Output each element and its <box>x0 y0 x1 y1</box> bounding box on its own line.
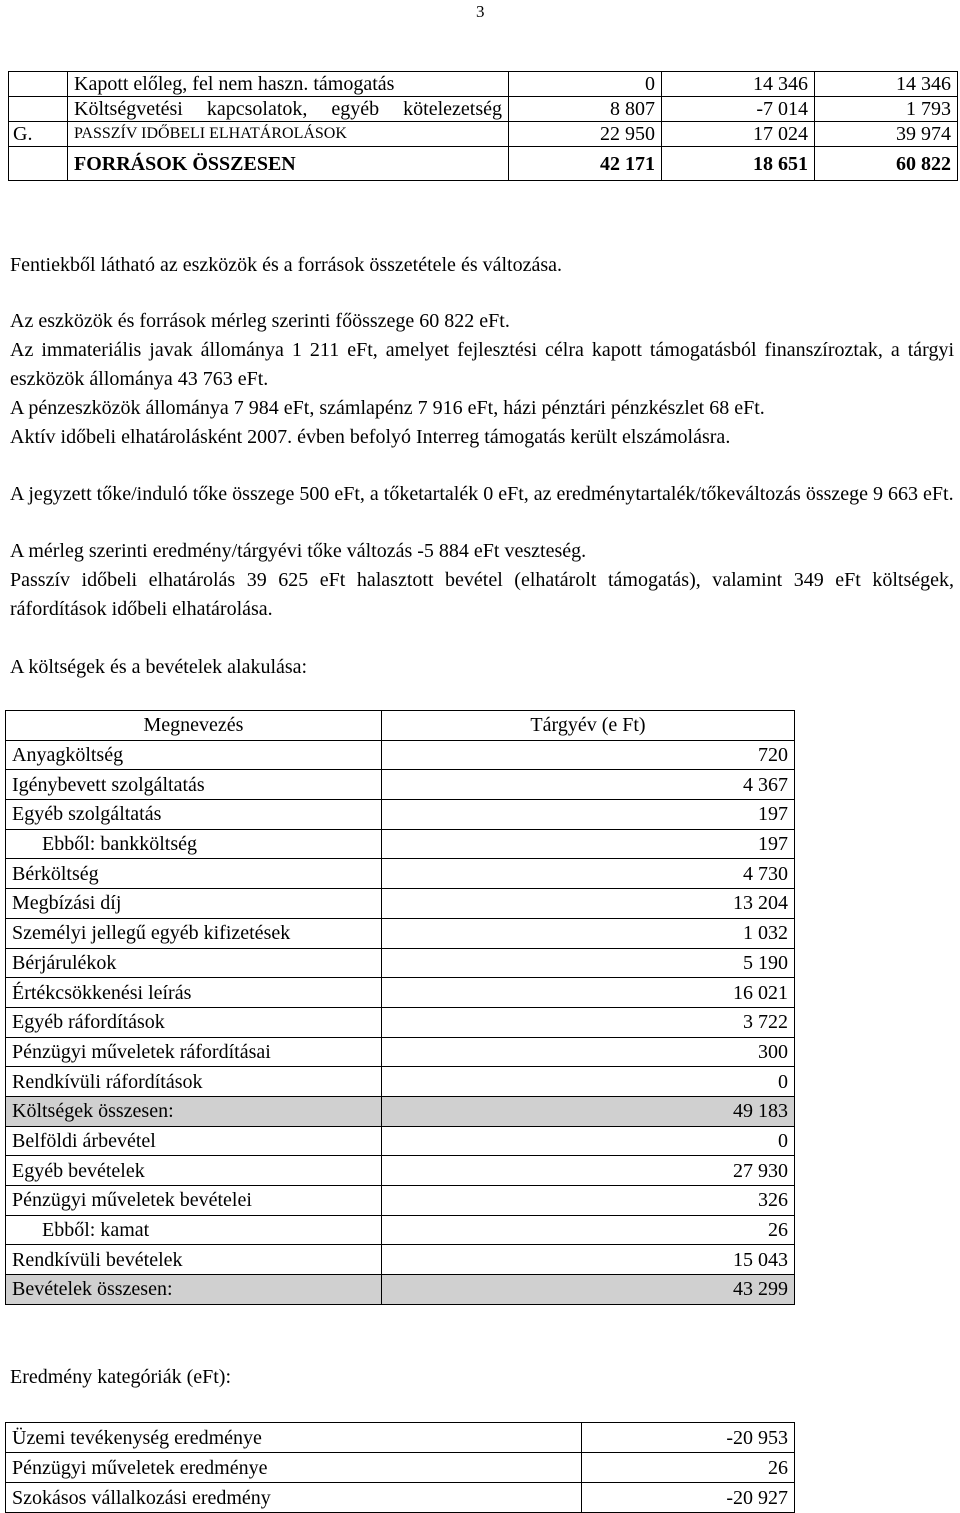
table-row: Egyéb ráfordítások 3 722 <box>6 1007 795 1037</box>
balance-label: FORRÁSOK ÖSSZESEN <box>68 147 509 181</box>
table-row: Egyéb bevételek 27 930 <box>6 1156 795 1186</box>
paragraph: Aktív időbeli elhatárolásként 2007. évben befolyó Interreg támogatás került elszámolásra. <box>10 426 731 448</box>
page-number: 3 <box>476 2 485 21</box>
table-row: Személyi jellegű egyéb kifizetések 1 032 <box>6 918 795 948</box>
result-table <box>5 1422 795 1513</box>
table-row: Költségvetési kapcsolatok, egyéb kötelezetség 8 807 -7 014 1 793 <box>9 97 958 122</box>
table-row: Rendkívüli ráfordítások 0 <box>6 1067 795 1097</box>
table-row: Megbízási díj 13 204 <box>6 889 795 919</box>
paragraph: A pénzeszközök állománya 7 984 eFt, számlapénz 7 916 eFt, házi pénztári pénzkészlet 68 eFt. <box>10 397 765 419</box>
paragraph: Fentiekből látható az eszközök és a források összetétele és változása. <box>10 254 563 276</box>
balance-label: Kapott előleg, fel nem haszn. támogatás <box>68 72 509 97</box>
table-row: Egyéb szolgáltatás 197 <box>6 800 795 830</box>
table-row: Szokásos vállalkozási eredmény -20 927 <box>6 1483 795 1513</box>
table-row: Pénzügyi műveletek ráfordításai 300 <box>6 1037 795 1067</box>
table-row: Üzemi tevékenység eredménye -20 953 <box>6 1423 795 1453</box>
table-header-row <box>6 711 795 741</box>
table-row: Ebből: bankköltség 197 <box>6 829 795 859</box>
paragraph: A mérleg szerinti eredmény/tárgyévi tőke változás -5 884 eFt veszteség. <box>10 540 587 562</box>
column-header: Megnevezés <box>6 711 382 741</box>
paragraph: Az immateriális javak állománya 1 211 eFt, amelyet fejlesztési célra kapott támogatásból finanszíroztak, a tárgyi eszközök állománya 43 763 eFt. <box>10 339 954 390</box>
paragraph: Az eszközök és források mérleg szerinti főösszege 60 822 eFt. <box>10 310 510 332</box>
total-row: Költségek összesen: 49 183 <box>6 1096 795 1126</box>
section-heading: Eredmény kategóriák (eFt): <box>10 1366 232 1388</box>
table-row: Rendkívüli bevételek 15 043 <box>6 1245 795 1275</box>
table-row: Kapott előleg, fel nem haszn. támogatás 0 14 346 14 346 <box>9 72 958 97</box>
balance-label: Költségvetési kapcsolatok, egyéb kötelezetség <box>68 97 509 122</box>
table-row: Pénzügyi műveletek eredménye 26 <box>6 1453 795 1483</box>
table-row: Igénybevett szolgáltatás 4 367 <box>6 770 795 800</box>
table-row: Belföldi árbevétel 0 <box>6 1126 795 1156</box>
section-heading: A költségek és a bevételek alakulása: <box>10 656 308 678</box>
balance-table <box>8 71 958 181</box>
table-row: Pénzügyi műveletek bevételei 326 <box>6 1186 795 1216</box>
table-row: FORRÁSOK ÖSSZESEN 42 171 18 651 60 822 <box>9 147 958 181</box>
table-row: Bérköltség 4 730 <box>6 859 795 889</box>
column-header: Tárgyév (e Ft) <box>382 711 795 741</box>
table-row: G. PASSZÍV IDŐBELI ELHATÁROLÁSOK 22 950 17 024 39 974 <box>9 122 958 147</box>
table-row: Ebből: kamat 26 <box>6 1215 795 1245</box>
table-row: Értékcsökkenési leírás 16 021 <box>6 978 795 1008</box>
balance-label: PASSZÍV IDŐBELI ELHATÁROLÁSOK <box>68 122 509 147</box>
paragraph: A jegyzett tőke/induló tőke összege 500 eFt, a tőketartalék 0 eFt, az eredménytartalék/tőkeváltozás összege 9 663 eFt. <box>10 483 954 505</box>
cost-revenue-table <box>5 710 795 1305</box>
total-row: Bevételek összesen: 43 299 <box>6 1275 795 1305</box>
paragraph: Passzív időbeli elhatárolás 39 625 eFt halasztott bevétel (elhatárolt támogatás), valamint 349 eFt költségek, ráfordítások időbeli elhatárolása. <box>10 569 954 620</box>
table-row: Bérjárulékok 5 190 <box>6 948 795 978</box>
table-row: Anyagköltség 720 <box>6 740 795 770</box>
